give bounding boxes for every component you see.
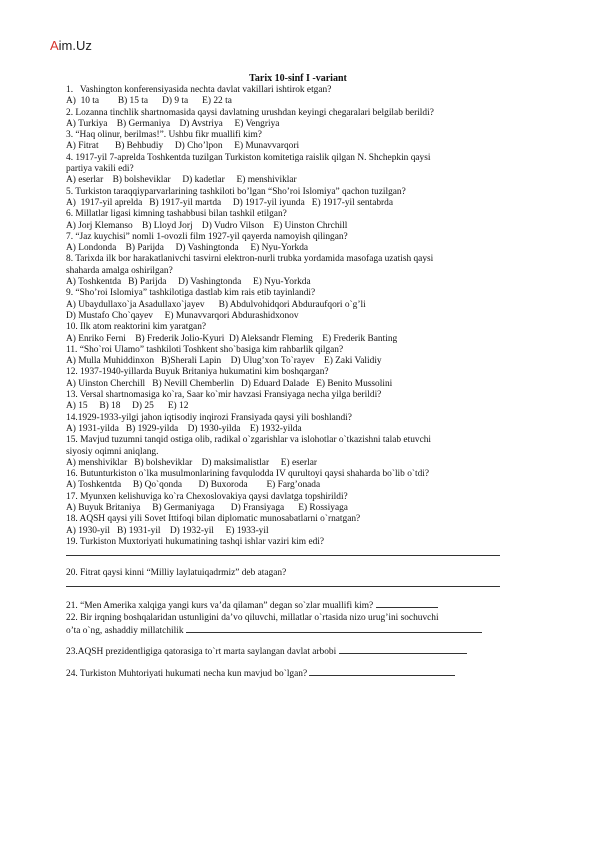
answers-7: A) Londonda B) Parijda D) Vashingtonda E) Nyu-Yorkda	[66, 243, 309, 254]
question-18: 18. AQSH qaysi yili Sovet Ittifoqi bilan diplomatic munosabatlarni o`rnatgan?	[66, 514, 361, 525]
question-13: 13. Versal shartnomasiga ko`ra, Saar ko`mir havzasi Fransiyaga necha yilga berildi?	[66, 390, 382, 401]
question-15: 15. Mavjud tuzumni tanqid ostiga olib, radikal o`zgarishlar va islohotlar o`tkazishni talab etuvchi	[66, 435, 432, 446]
question-14: 14.1929-1933-yilgi jahon iqtisodiy inqirozi Fransiyada qaysi yili boshlandi?	[66, 412, 352, 423]
question-2: 2. Lozanna tinchlik shartnomasida qaysi davlatning urushdan keyingi chegaralari belgilab berildi?	[66, 107, 434, 118]
question-24-row	[66, 667, 546, 680]
answers-1: A) 10 ta B) 15 ta D) 9 ta E) 22 ta	[66, 96, 232, 107]
question-15-cont: siyosiy oqimni aniqlang.	[66, 446, 159, 457]
answers-3: A) Fitrat B) Behbudiy D) Cho’lpon E) Munavvarqori	[66, 141, 300, 152]
test-questions	[66, 85, 546, 680]
logo-letter-a: A	[50, 38, 59, 53]
answers-9-ab: A) Ubaydullaxo`ja Asadullaxo`jayev B) Abdulvohidqori Abduraufqori o`g’li	[66, 299, 366, 310]
question-8: 8. Tarixda ilk bor harakatlanivchi tasvirni elektron-nurli trubka yordamida masofaga uzatish qaysi	[66, 254, 434, 265]
answers-11: A) Mulla Muhiddinxon B)Sherali Lapin D) Ulug’xon To`rayev E) Zaki Validiy	[66, 356, 382, 367]
answer-line-19[interactable]	[66, 548, 500, 556]
answers-8: A) Toshkentda B) Parijda D) Vashingtonda E) Nyu-Yorkda	[66, 277, 311, 288]
question-22-row	[66, 624, 546, 637]
logo-text: im.Uz	[58, 38, 92, 53]
answers-9-de: D) Mustafo Cho`qayev E) Munavvarqori Abdurashidxonov	[66, 310, 299, 321]
question-20: 20. Fitrat qaysi kinni “Milliy laylatuiqadrmiz” deb atagan?	[66, 568, 287, 579]
answers-13: A) 15 B) 18 D) 25 E) 12	[66, 401, 189, 412]
answer-line-20[interactable]	[66, 579, 500, 587]
question-11: 11. “Sho`roi Ulamo” tashkiloti Toshkent sho`basiga kim rahbarlik qilgan?	[66, 344, 344, 355]
question-1: 1. Vashington konferensiyasida nechta davlat vakillari ishtirok etgan?	[66, 85, 332, 95]
answers-12: A) Uinston Cherchill B) Nevill Chemberlin D) Eduard Dalade E) Benito Mussolini	[66, 378, 393, 389]
answers-10: A) Enriko Ferni B) Frederik Jolio-Kyuri D) Aleksandr Fleming E) Frederik Banting	[66, 333, 398, 344]
answers-15: A) menshiviklar B) bolsheviklar D) maksimalistlar E) eserlar	[66, 457, 317, 468]
answers-5: A) 1917-yil aprelda B) 1917-yil martda D) 1917-yil iyunda E) 1917-yil sentabrda	[66, 197, 394, 208]
question-23: 23.AQSH prezidentligiga qatorasiga to`rt marta saylangan davlat arbobi	[66, 647, 337, 658]
question-4-cont: partiya vakili edi?	[66, 164, 134, 175]
site-logo[interactable]	[50, 38, 92, 53]
question-8-cont: shaharda amalga oshirilgan?	[66, 265, 173, 276]
question-6: 6. Millatlar ligasi kimning tashabbusi bilan tashkil etilgan?	[66, 209, 287, 220]
answer-line-23[interactable]	[339, 645, 467, 654]
answers-18: A) 1930-yil B) 1931-yil D) 1932-yil E) 1933-yil	[66, 525, 269, 536]
question-23-row	[66, 645, 546, 658]
question-5: 5. Turkiston taraqqiyparvarlarining tashkiloti bo’lgan “Sho’roi Islomiya” qachon tuzilgan?	[66, 186, 406, 197]
document-title: Tarix 10-sinf I -variant	[249, 73, 347, 84]
question-12: 12. 1937-1940-yillarda Buyuk Britaniya hukumatini kim boshqargan?	[66, 367, 329, 378]
answers-2: A) Turkiya B) Germaniya D) Avstriya E) Vengriya	[66, 118, 280, 129]
question-21-row	[66, 599, 546, 612]
question-19: 19. Turkiston Muxtoriyati hukumatining tashqi ishlar vaziri kim edi?	[66, 536, 325, 547]
question-21: 21. “Men Amerika xalqiga yangi kurs va’da qilaman” degan so`zlar muallifi kim?	[66, 601, 374, 612]
answers-4: A) eserlar B) bolsheviklar D) kadetlar E) menshiviklar	[66, 175, 297, 186]
question-4: 4. 1917-yil 7-aprelda Toshkentda tuzilgan Turkiston komitetiga raislik qilgan N. Shchepkin qaysi	[66, 152, 431, 163]
question-3: 3. “Haq olinur, berilmas!”. Ushbu fikr muallifi kim?	[66, 130, 262, 141]
answer-line-21[interactable]	[376, 599, 438, 608]
question-24: 24. Turkiston Muhtoriyati hukumati necha kun mavjud bo`lgan?	[66, 668, 308, 679]
answer-line-24[interactable]	[309, 667, 455, 676]
question-10: 10. Ilk atom reaktorini kim yaratgan?	[66, 322, 207, 333]
answer-line-22[interactable]	[186, 624, 482, 633]
question-16: 16. Butunturkiston o`lka musulmonlarining favqulodda IV qurultoyi qaysi shaharda bo`lib o`tdi?	[66, 469, 430, 480]
question-7: 7. “Jaz kuychisi” nomli 1-ovozli film 1927-yil qayerda namoyish qilingan?	[66, 231, 348, 242]
question-22-cont: o’ta o`ng, ashaddiy millatchilik	[66, 626, 184, 637]
answers-17: A) Buyuk Britaniya B) Germaniyaga D) Fransiyaga E) Rossiyaga	[66, 502, 348, 513]
question-22: 22. Bir irqning boshqalaridan ustunligini da’vo qiluvchi, millatlar o`rtasida nizo urug’ini sochuvchi	[66, 612, 439, 623]
question-9: 9. “Sho’roi Islomiya” tashkilotiga dastlab kim rais etib tayinlandi?	[66, 288, 316, 299]
question-17: 17. Myunxen kelishuviga ko`ra Chexoslovakiya qaysi davlatga topshirildi?	[66, 491, 348, 502]
answers-16: A) Toshkentda B) Qo`qonda D) Buxoroda E) Farg’onada	[66, 480, 321, 491]
answers-6: A) Jorj Klemanso B) Lloyd Jorj D) Vudro Vilson E) Uinston Chrchill	[66, 220, 348, 231]
answers-14: A) 1931-yilda B) 1929-yilda D) 1930-yilda E) 1932-yilda	[66, 423, 302, 434]
